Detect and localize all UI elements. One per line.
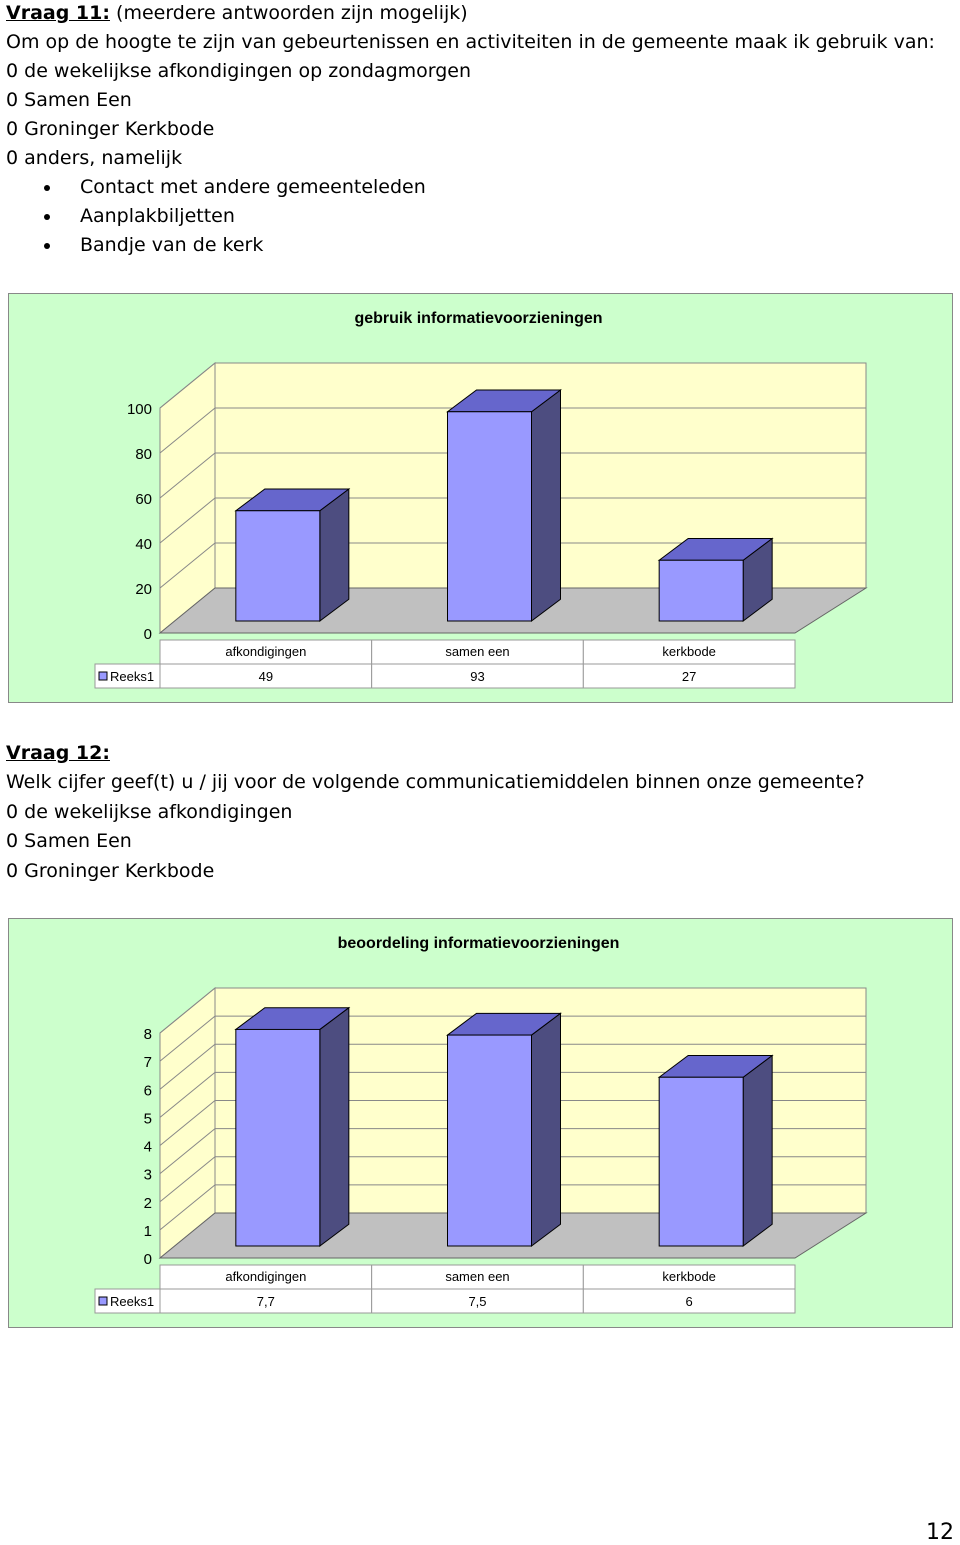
bar-side — [320, 1008, 349, 1246]
x-category-label: samen een — [445, 644, 510, 659]
y-tick-label: 60 — [135, 491, 152, 508]
x-category-label: afkondigingen — [225, 644, 307, 659]
bar — [448, 1035, 532, 1246]
data-label: 7,5 — [468, 1294, 487, 1309]
chart-title: beoordeling informatievoorzieningen — [337, 935, 620, 952]
y-tick-label: 4 — [143, 1138, 152, 1156]
y-tick-label: 3 — [143, 1166, 152, 1184]
chart-rating-svg — [8, 918, 953, 1328]
legend-swatch — [99, 672, 107, 680]
legend-label: Reeks1 — [110, 669, 155, 684]
bullet-icon — [44, 243, 50, 249]
y-tick-label: 8 — [143, 1026, 152, 1043]
chart-usage-svg — [8, 293, 953, 703]
q11-option: 0 anders, namelijk — [6, 147, 183, 169]
chart-usage — [8, 293, 953, 703]
page-number: 12 — [926, 1520, 954, 1545]
q11-option: 0 Samen Een — [6, 89, 132, 111]
y-tick-label: 7 — [143, 1054, 152, 1072]
y-tick-label: 20 — [135, 581, 152, 598]
bar — [659, 1077, 743, 1246]
bar — [659, 560, 743, 621]
x-category-label: samen een — [445, 1269, 510, 1284]
y-tick-label: 6 — [143, 1082, 152, 1100]
q11-bullet-item: Bandje van de kerk — [80, 234, 264, 256]
bar — [448, 412, 532, 621]
x-category-label: kerkbode — [662, 644, 716, 659]
q12-question: Welk cijfer geef(t) u / jij voor de volgende communicatiemiddelen binnen onze gemeente? — [6, 771, 865, 793]
chart-title: gebruik informatievoorzieningen — [354, 310, 603, 327]
q11-heading-line — [6, 2, 468, 24]
q11-option: 0 Groninger Kerkbode — [6, 118, 215, 140]
q11-heading-note: (meerdere antwoorden zijn mogelijk) — [116, 2, 468, 24]
y-tick-label: 100 — [126, 401, 152, 418]
bar-side — [532, 390, 561, 621]
q12-option: 0 de wekelijkse afkondigingen — [6, 801, 293, 823]
x-category-label: kerkbode — [662, 1269, 716, 1284]
legend-label: Reeks1 — [110, 1294, 155, 1309]
q11-bullet-item: Aanplakbiljetten — [80, 205, 235, 227]
data-label: 27 — [681, 669, 697, 684]
bar — [236, 511, 320, 621]
y-tick-label: 80 — [135, 446, 152, 463]
chart-rating — [8, 918, 953, 1328]
x-category-label: afkondigingen — [225, 1269, 307, 1284]
data-label: 6 — [685, 1294, 693, 1309]
y-tick-label: 1 — [143, 1222, 152, 1240]
q11-question: Om op de hoogte te zijn van gebeurtenissen en activiteiten in de gemeente maak ik gebruik van: — [6, 31, 935, 53]
q11-heading: Vraag 11: — [6, 2, 110, 24]
bar — [236, 1029, 320, 1246]
legend-swatch — [99, 1297, 107, 1305]
y-tick-label: 40 — [135, 536, 152, 553]
q12-heading: Vraag 12: — [6, 742, 110, 764]
chart-side-wall — [160, 363, 215, 633]
q11-bullet-item: Contact met andere gemeenteleden — [80, 176, 426, 198]
bar-side — [532, 1013, 561, 1246]
bullet-icon — [44, 185, 50, 191]
q11-option: 0 de wekelijkse afkondigingen op zondagmorgen — [6, 60, 472, 82]
data-label: 93 — [470, 669, 485, 684]
q12-option: 0 Groninger Kerkbode — [6, 860, 215, 882]
data-label: 7,7 — [256, 1294, 275, 1309]
y-tick-label: 0 — [143, 626, 152, 643]
y-tick-label: 5 — [143, 1110, 152, 1128]
bar-side — [743, 1056, 772, 1247]
bar-side — [320, 489, 349, 621]
y-tick-label: 0 — [143, 1251, 152, 1268]
data-label: 49 — [258, 669, 274, 684]
y-tick-label: 2 — [143, 1194, 152, 1212]
bullet-icon — [44, 214, 50, 220]
q12-option: 0 Samen Een — [6, 830, 132, 852]
